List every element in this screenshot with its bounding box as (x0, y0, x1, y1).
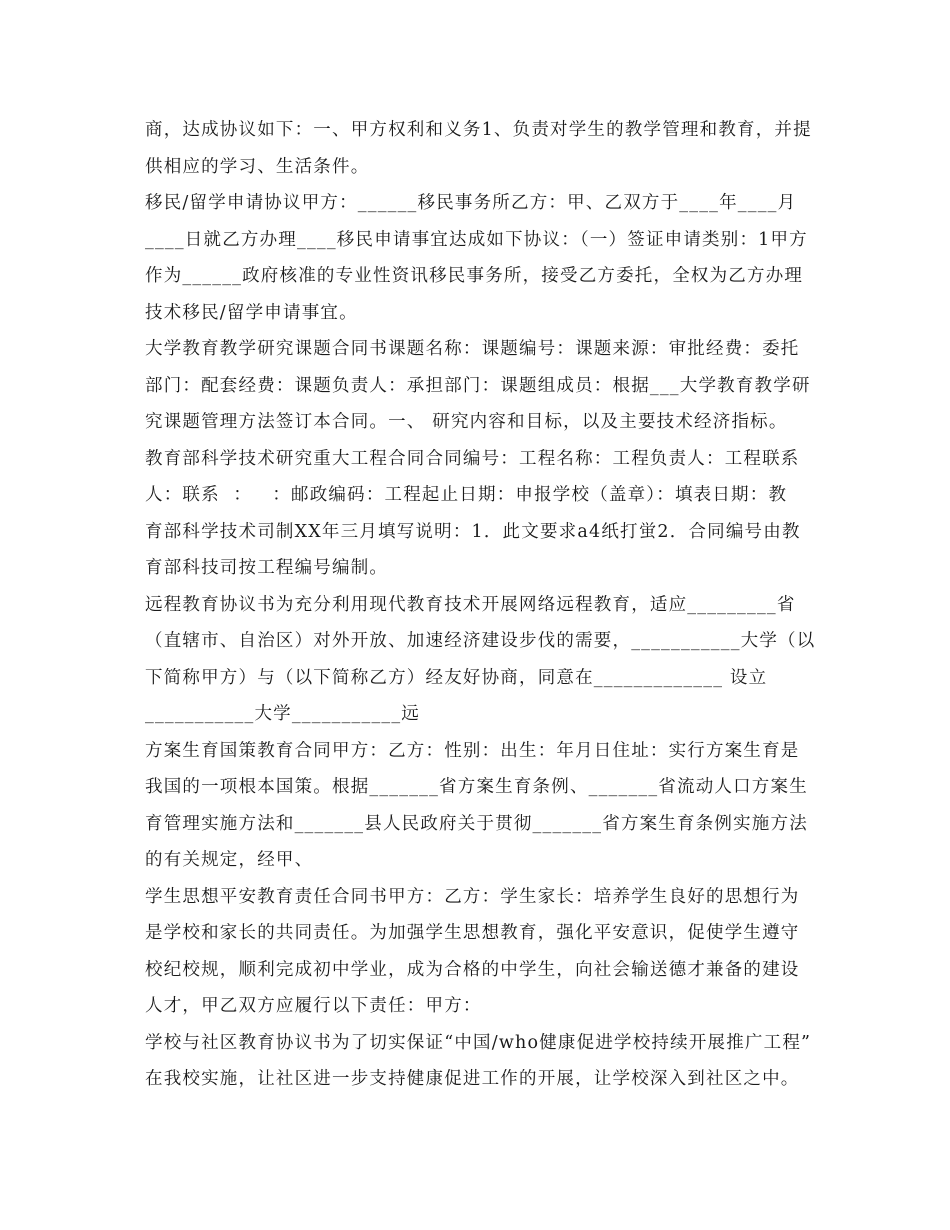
text-line: 移民/留学申请协议甲方：______移民事务所乙方：甲、乙双方于____年____月 (145, 193, 797, 213)
text-line: 作为______政府核准的专业性资讯移民事务所，接受乙方委托，全权为乙方办理 (145, 266, 804, 286)
document-page (145, 112, 815, 1098)
text-line: 育部科技司按工程编号编制。 (145, 558, 389, 578)
paragraph-research-contract (145, 331, 815, 441)
text-line: 在我校实施，让社区进一步支持健康促进工作的开展，让学校深入到社区之中。 (145, 1069, 800, 1089)
text-line: ___________大学___________远 (145, 704, 420, 724)
text-line: 远程教育协议书为充分利用现代教育技术开展网络远程教育，适应_________省 (145, 594, 796, 615)
text-line: 方案生育国策教育合同甲方：乙方：性别：出生：年月日住址：实行方案生育是 (145, 740, 800, 761)
text-line: 下简称甲方）与（以下简称乙方）经友好协商，同意在_____________ 设立 (145, 667, 768, 688)
paragraph-agreement-terms (145, 112, 815, 185)
text-line: 我国的一项根本国策。根据_______省方案生育条例、_______省流动人口方案生 (145, 777, 808, 797)
text-line: 育部科学技术司制XX年三月填写说明：1．此文要求a4纸打蛍2．合同编号由教 (145, 521, 801, 542)
text-line: 学校与社区教育协议书为了切实保证“中国/who健康促进学校持续开展推广工程” (145, 1032, 812, 1053)
text-line: 技术移民/留学申请事宜。 (145, 302, 358, 323)
text-line: ____日就乙方办理____移民申请事宜达成如下协议：（一）签证申请类别：1甲方 (145, 229, 808, 250)
text-line: 的有关规定，经甲、 (145, 850, 314, 870)
text-line: 大学教育教学研究课题合同书课题名称：课题编号：课题来源：审批经费：委托 (145, 339, 800, 359)
paragraph-immigration-agreement (145, 185, 815, 331)
paragraph-student-safety (145, 879, 815, 1025)
paragraph-school-community (145, 1025, 815, 1098)
text-line: 供相应的学习、生活条件。 (145, 156, 370, 177)
paragraph-distance-education (145, 587, 815, 733)
text-line: 部门：配套经费：课题负责人：承担部门：课题组成员：根据___大学教育教学研 (145, 375, 811, 396)
text-line: 人才，甲乙双方应履行以下责任：甲方： (145, 996, 482, 1016)
text-line: 育管理实施方法和_______县人民政府关于贯彻_______省方案生育条例实施方法 (145, 813, 808, 834)
text-line: 校纪校规，顺利完成初中学业，成为合格的中学生，向社会输送德才兼备的建设 (145, 959, 800, 980)
paragraph-family-planning (145, 733, 815, 879)
text-line: 商，达成协议如下：一、甲方权利和义务1、负责对学生的教学管理和教育，并提 (145, 120, 812, 140)
text-line: 是学校和家长的共同责任。为加强学生思想教育，强化平安意识，促使学生遵守 (145, 923, 800, 943)
text-line: （直辖市、自治区）对外开放、加速经济建设步伐的需要，___________大学（以 (145, 631, 816, 651)
text-line: 究课题管理方法签订本合同。一、 研究内容和目标，以及主要技术经济指标。 (145, 412, 788, 432)
text-line: 人：联系 ： ：邮政编码：工程起止日期：申报学校（盖章）：填表日期：教 (145, 485, 788, 505)
text-line: 教育部科学技术研究重大工程合同合同编号：工程名称：工程负责人：工程联系 (145, 448, 800, 469)
text-line: 学生思想平安教育责任合同书甲方：乙方：学生家长：培养学生良好的思想行为 (145, 886, 800, 907)
paragraph-ministry-project-contract (145, 441, 815, 587)
